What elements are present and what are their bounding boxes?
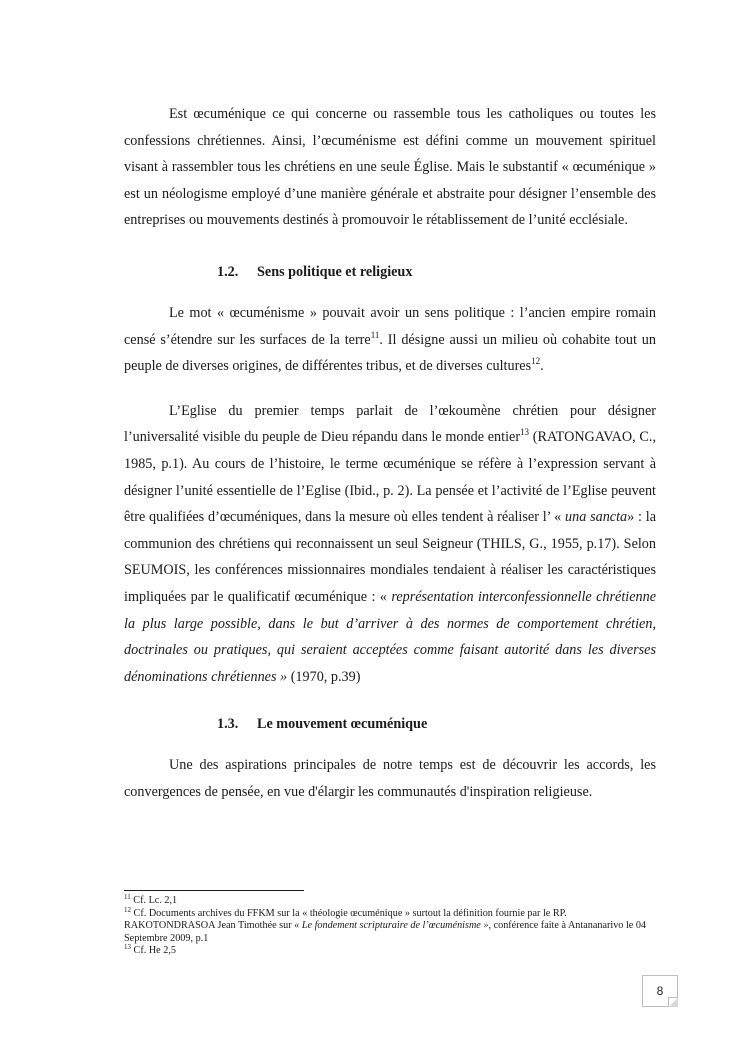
footnote-italic-title: Le fondement scripturaire de l’œcuménisme » [301, 920, 489, 932]
footnote-ref-13[interactable]: 13 [520, 427, 530, 438]
footnote-number: 12 [124, 905, 131, 914]
text-run: L’Eglise du premier temps parlait de l’œkoumène chrétien pour désigner l’universalité visible du peuple de Dieu répandu dans le monde entier [124, 402, 656, 446]
text-run: (1970, p.39) [287, 668, 361, 685]
footnote-text: Cf. Documents archives du FFKM sur la « théologie œcuménique » surtout la définition fournie par le RP. RAKOTONDRASOA Jean Timothée sur « [124, 907, 567, 932]
document-body [124, 101, 656, 805]
footnote-ref-12[interactable]: 12 [531, 356, 541, 367]
footnote-separator [124, 890, 304, 891]
text-run: . Il désigne aussi un milieu où cohabite tout un peuple de diverses origines, de différentes tribus, et de diverses cultures [124, 331, 656, 375]
text-run: » : la communion des chrétiens qui reconnaissent un seul Seigneur (THILS, G., 1955, p.17). Selon SEUMOIS, les conférences missionnaires mondiales tendaient à réaliser les caractéristiques impliquées par le qualificatif œcuménique : « [124, 509, 657, 605]
text-run: (RATONGAVAO, C., 1985, p.1). Au cours de l’histoire, le terme œcuménique se réfère à l’expression servant à désigner l’unité essentielle de l’Eglise (Ibid., p. 2). La pensée et l’activité de l’Eglise peuvent être qualifiées d’œcuméniques, dans la mesure où elles tendent à réaliser l’ « [124, 429, 656, 526]
page-number [642, 975, 678, 1007]
italic-term: una sancta [565, 509, 628, 526]
footnote-13 [124, 945, 656, 958]
section-heading-1-2 [124, 262, 656, 282]
paragraph-eglise-oekoumene [124, 398, 656, 691]
section-title: Sens politique et religieux [257, 263, 413, 280]
paragraph-mouvement-oecumenique: Une des aspirations principales de notre temps est de découvrir les accords, les convergences de pensée, en vue d'élargir les communautés d'inspiration religieuse. [124, 757, 656, 800]
paragraph-oecumenique-definition: Est œcuménique ce qui concerne ou rassemble tous les catholiques ou toutes les confessions chrétiennes. Ainsi, l’œcuménisme est défini comme un mouvement spirituel visant à rassembler tous les chrétiens en une seule Église. Mais le substantif « œcuménique » est un néologisme employé d’une manière générale et abstraite pour désigner l’ensemble des entreprises ou mouvements destinés à promouvoir le rétablissement de l’unité ecclésiale. [124, 106, 656, 229]
footnote-text: Cf. Lc. 2,1 [130, 895, 178, 906]
footnote-number: 11 [124, 893, 131, 901]
page-number-text: 8 [656, 984, 664, 998]
paragraph-sens-politique [124, 300, 656, 380]
footnote-text: , conférence faite à Antananarivo le 04 Septembre 2009, p.1 [124, 920, 647, 944]
section-heading-1-3 [124, 714, 656, 734]
section-number: 1.3. [217, 716, 239, 733]
text-run: . [540, 358, 544, 375]
section-number: 1.2. [217, 263, 239, 280]
page-fold-icon [668, 997, 678, 1007]
italic-quote: représentation interconfessionnelle chrétienne la plus large possible, dans le but d’arriver à des normes de comportement chrétien, doctrinales ou pratiques, qui seraient acceptées comme faisant autorité dans les diverses dénominations chrétiennes » [124, 588, 656, 685]
section-title: Le mouvement œcuménique [257, 716, 428, 733]
footnote-ref-11[interactable]: 11 [370, 329, 380, 340]
footnote-12 [124, 905, 656, 946]
footnote-11 [124, 895, 656, 908]
footnotes [124, 890, 656, 958]
footnote-number: 13 [124, 943, 131, 952]
footnote-text: Cf. He 2,5 [131, 945, 176, 957]
text-run: Le mot « œcuménisme » pouvait avoir un sens politique : l’ancien empire romain censé s’étendre sur les surfaces de la terre [124, 304, 656, 348]
